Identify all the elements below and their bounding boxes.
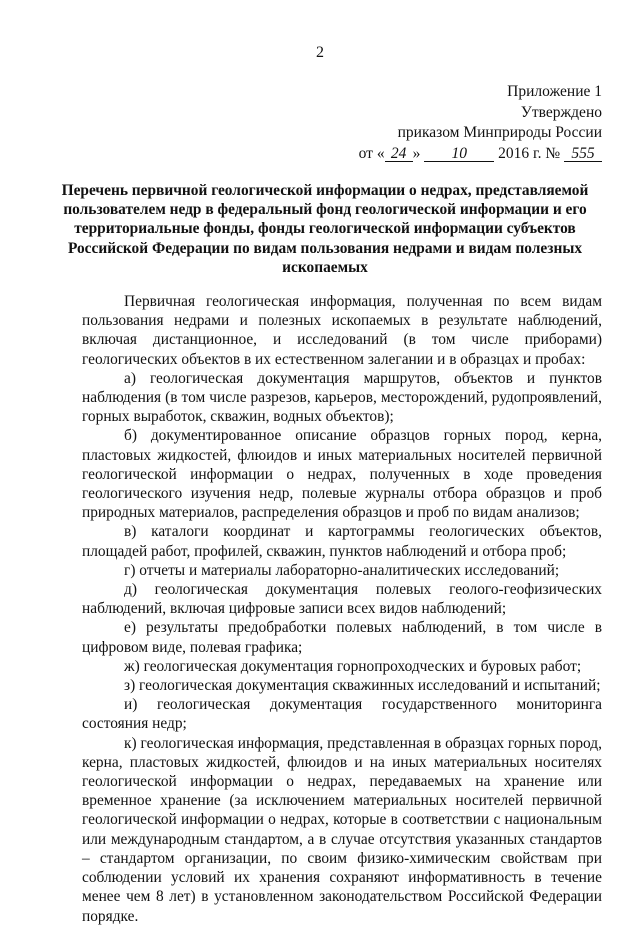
intro-paragraph: Первичная геологическая информация, полученная по всем видам пользования недрами и полезных ископаемых в результате наблюдений, включая дистанционное, и исследований (в том числе приборами) геологических объектов в их естественном залегании и в образцах и пробах: [82,293,602,368]
order-day: 24 [385,146,413,162]
list-item-e: е) результаты предобработки полевых наблюдений, в том числе в цифровом виде, полевая графика; [82,619,602,656]
document-title: Перечень первичной геологической информации о недрах, представляемой пользователем недр в федеральный фонд геологической информации и его территориальные фонды, фонды геологической информации субъектов Российской Федерации по видам пользования недрами и видам полезных ископаемых [61,182,589,276]
order-date-line [359,144,602,165]
order-month: 10 [424,146,494,162]
approval-block [359,82,602,164]
list-item-z: з) геологическая документация скважинных исследований и испытаний; [124,677,601,695]
list-item-a: а) геологическая документация маршрутов, объектов и пунктов наблюдения (в том числе разрезов, карьеров, месторождений, рудопроявлений, горных выработок, скважин, водных объектов); [82,369,602,426]
list-item-zh: ж) геологическая документация горнопроходческих и буровых работ; [124,657,582,675]
page-number: 2 [316,44,324,61]
order-year-text: 2016 г. № [498,144,561,162]
list-item-b: б) документированное описание образцов горных пород, керна, пластовых жидкостей, флюидов и иных материальных носителей первичной геологической информации о недрах, полученных в ходе проведения геологического изучения недр, полевые журналы отбора образцов и проб природных материалов, распределения образцов и проб по видам анализов; [82,427,602,522]
date-mid: » [412,144,421,162]
list-item-k: к) геологическая информация, представленная в образцах горных пород, керна, пластовых жидкостей, флюидов и на иных материальных носителях геологической информации о недрах, передаваемых на хранение или временное хранение (за исключением материальных носителей первичной геологической информации о недрах, которые в соответствии с национальным или международным стандартом, а в случае отсутствия указанных стандартов – стандартом организации, по своим физико-химическим свойствам при соблюдении условий их хранения сохраняют информативность в течение менее чем 8 лет) в установленном законодательством Российской Федерации порядке. [82,734,602,925]
order-number: 555 [564,146,602,162]
list-item-v: в) каталоги координат и картограммы геологических объектов, площадей работ, профилей, скважин, пунктов наблюдений и отбора проб; [82,523,602,560]
order-label: приказом Минприроды России [397,124,602,141]
list-item-g: г) отчеты и материалы лабораторно-аналитических исследований; [124,561,560,579]
document-body [82,292,602,926]
list-item-i: и) геологическая документация государственного мониторинга состояния недр; [82,696,602,733]
list-item-d: д) геологическая документация полевых геолого-геофизических наблюдений, включая цифровые записи всех видов наблюдений; [82,581,602,618]
appendix-label: Приложение 1 [507,83,602,100]
approved-label: Утверждено [520,103,602,121]
date-prefix: от « [358,144,385,162]
